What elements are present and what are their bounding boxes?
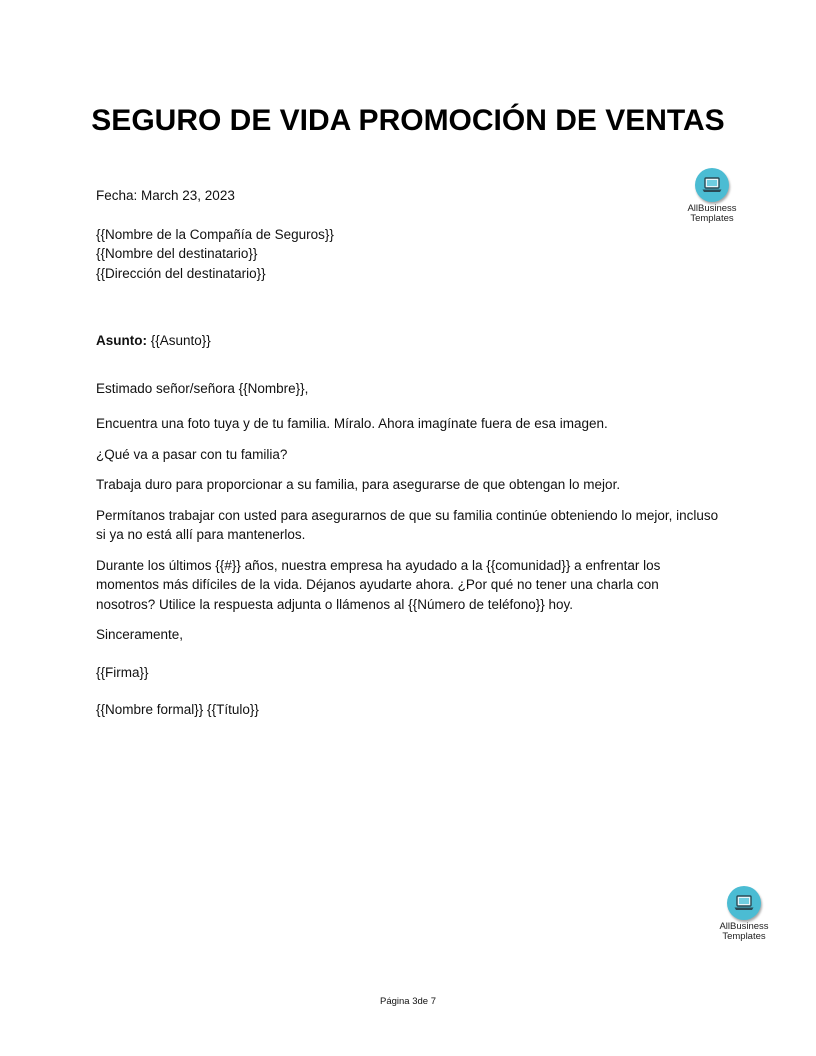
subject-line	[96, 331, 721, 351]
letter-body	[96, 186, 721, 731]
paragraph-3: Trabaja duro para proporcionar a su familia, para asegurarse de que obtengan lo mejor.	[96, 477, 621, 492]
logo-line-1: AllBusiness	[687, 203, 737, 214]
address-street: {{Dirección del destinatario}}	[96, 265, 266, 281]
date-line: Fecha: March 23, 2023	[96, 188, 235, 203]
document-title: SEGURO DE VIDA PROMOCIÓN DE VENTAS	[91, 104, 725, 137]
allbusiness-logo-bottom	[709, 886, 779, 942]
page-footer: Página 3de 7	[380, 996, 436, 1007]
address-company: {{Nombre de la Compañía de Seguros}}	[96, 226, 334, 242]
closing: Sinceramente,	[96, 627, 184, 642]
paragraph-1: Encuentra una foto tuya y de tu familia. Míralo. Ahora imagínate fuera de esa imagen.	[96, 416, 608, 431]
logo-line-2: Templates	[722, 931, 766, 942]
address-recipient: {{Nombre del destinatario}}	[96, 246, 258, 261]
name-title: {{Nombre formal}} {{Título}}	[96, 702, 259, 717]
subject-label: Asunto:	[96, 333, 147, 348]
logo-line-2: Templates	[690, 213, 734, 224]
paragraph-2: ¿Qué va a pasar con tu familia?	[96, 446, 288, 462]
paragraph-5: Durante los últimos {{#}} años, nuestra empresa ha ayudado a la {{comunidad}} a enfrentar los momentos más difíciles de la vida. Déjanos ayudarte ahora. ¿Por qué no tener una charla con nosotros? Utilice la respuesta adjunta o llámenos al {{Número de teléfono}} hoy.	[96, 557, 661, 612]
signature: {{Firma}}	[96, 664, 149, 680]
logo-line-1: AllBusiness	[719, 921, 769, 932]
paragraph-4: Permítanos trabajar con usted para asegurarnos de que su familia continúe obteniendo lo mejor, incluso si ya no está allí para mantenerlos.	[96, 507, 719, 542]
laptop-icon	[727, 886, 761, 920]
greeting: Estimado señor/señora {{Nombre}},	[96, 380, 309, 396]
subject-value: {{Asunto}}	[147, 333, 211, 348]
